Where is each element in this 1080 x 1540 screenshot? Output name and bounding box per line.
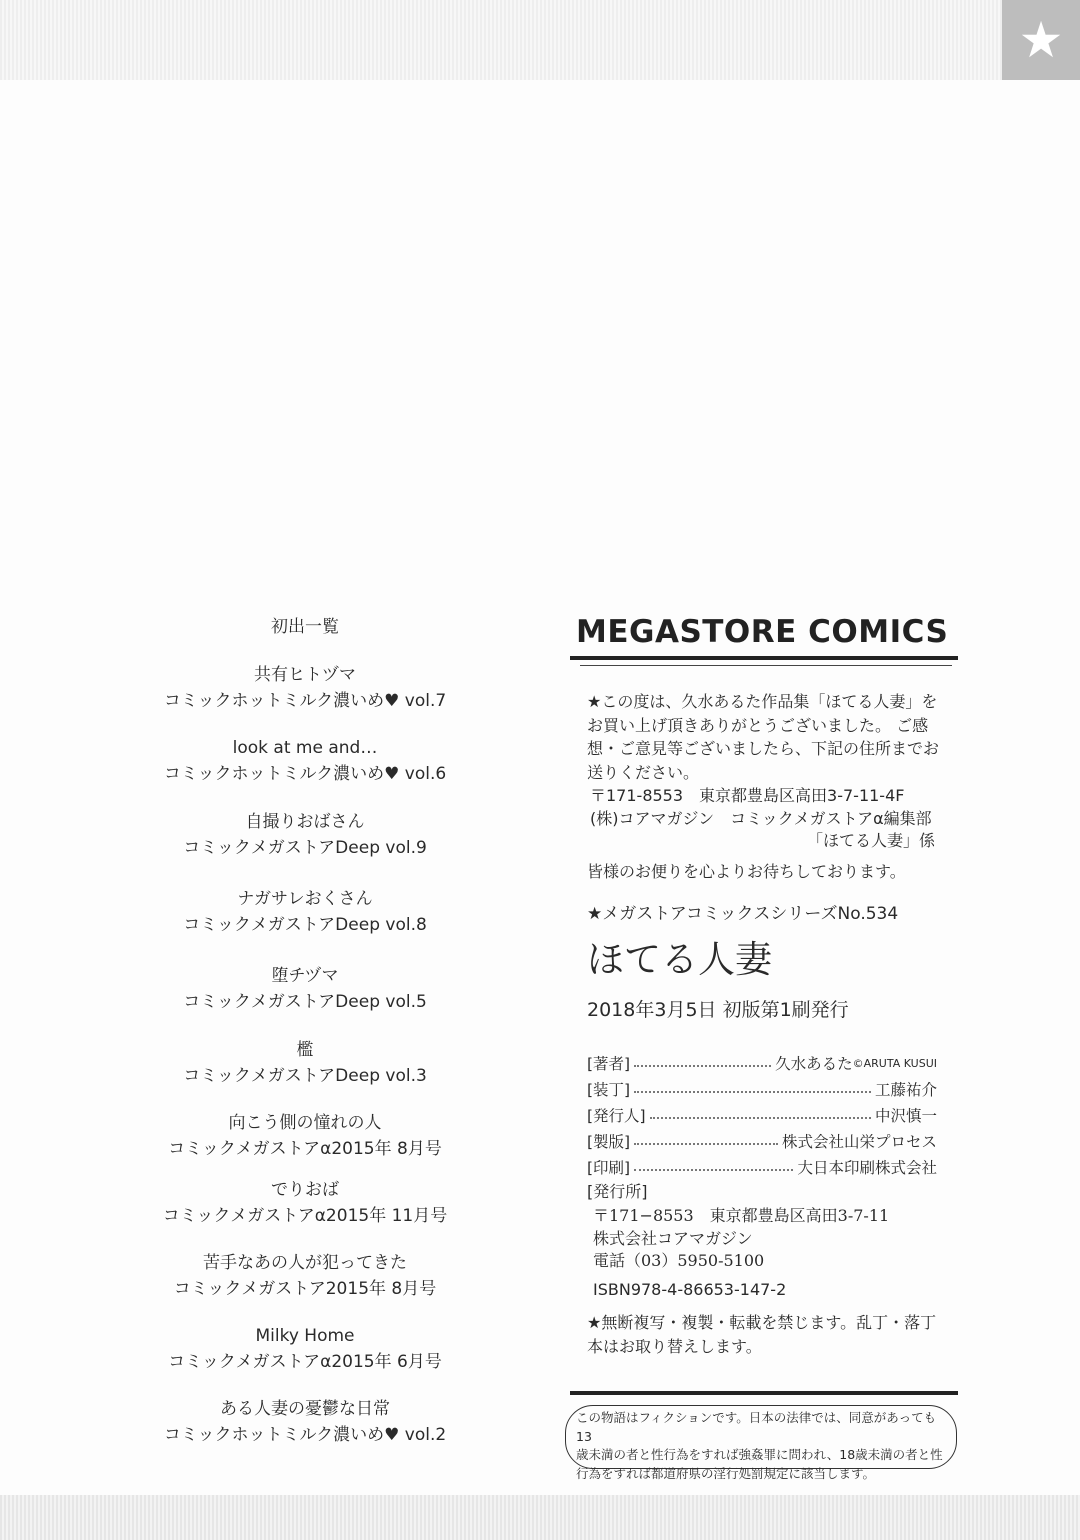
work-source: コミックメガストアα2015年 6月号 <box>168 1352 442 1372</box>
book-title: ほてる人妻 <box>587 938 772 981</box>
work-title: look at me and… <box>232 738 378 758</box>
text-line: ★無断複写・複製・転載を禁じます。乱丁・落丁 <box>587 1313 937 1332</box>
text-line: ★この度は、久水あるた作品集「ほてる人妻」を <box>587 692 938 711</box>
publisher-address <box>593 1205 953 1273</box>
list-item <box>150 662 460 714</box>
work-source: コミックホットミルク濃いめ♥ vol.6 <box>163 764 447 784</box>
work-source: コミックメガストア2015年 8月号 <box>173 1279 437 1299</box>
text-line: 送りください。 <box>587 762 700 782</box>
dot-leader <box>634 1091 871 1093</box>
work-title: 共有ヒトヅマ <box>254 665 356 685</box>
credit-row <box>587 1103 937 1127</box>
dot-leader <box>634 1169 793 1171</box>
text-line: この物語はフィクションです。日本の法律では、同意があっても13 <box>576 1410 937 1444</box>
list-item <box>150 1396 460 1448</box>
list-item <box>150 1323 460 1375</box>
publisher-label: [発行所] <box>587 1182 648 1201</box>
text-line: お買い上げ頂きありがとうございました。 ご感 <box>587 715 929 735</box>
text-line: (株)コアマガジン コミックメガストアα編集部 <box>590 808 932 828</box>
list-item <box>150 1110 460 1162</box>
work-title: ナガサレおくさん <box>237 889 373 909</box>
work-source: コミックメガストアα2015年 11月号 <box>162 1206 448 1226</box>
credit-name: 久水あるた <box>775 1055 853 1073</box>
text-line: 〒171-8553 東京都豊島区高田3-7-11-4F <box>590 786 905 805</box>
credit-role: [装丁] <box>587 1081 631 1099</box>
credit-row <box>587 1077 937 1101</box>
work-title: 向こう側の憧れの人 <box>228 1113 382 1133</box>
dot-leader <box>634 1143 778 1145</box>
work-title: でりおば <box>271 1180 339 1200</box>
publication-date: 2018年3月5日 初版第1刷発行 <box>587 999 849 1021</box>
text-line: 「ほてる人妻」係 <box>806 831 935 850</box>
text-line: 行為をすれば都道府県の淫行処罰規定に該当します。 <box>576 1465 876 1481</box>
work-title: 堕チヅマ <box>271 966 339 986</box>
list-item <box>150 1037 460 1089</box>
editorial-address <box>590 785 935 853</box>
series-number: ★メガストアコミックスシリーズNo.534 <box>587 904 899 924</box>
work-source: コミックホットミルク濃いめ♥ vol.2 <box>163 1425 447 1445</box>
work-source: コミックメガストアDeep vol.8 <box>183 915 427 935</box>
credit-role: [印刷] <box>587 1159 631 1177</box>
work-source: コミックメガストアDeep vol.5 <box>183 992 427 1012</box>
work-source: コミックメガストアDeep vol.9 <box>183 838 427 858</box>
work-source: コミックメガストアα2015年 8月号 <box>168 1139 442 1159</box>
work-title: ある人妻の憂鬱な日常 <box>220 1399 390 1419</box>
list-item <box>150 1177 460 1229</box>
top-scan-strip <box>0 0 1080 80</box>
credit-row <box>587 1155 937 1179</box>
credit-name: 工藤祐介 <box>874 1081 937 1099</box>
text-line: 株式会社コアマガジン <box>593 1228 753 1248</box>
list-item <box>150 886 460 938</box>
credit-role: [著者] <box>587 1055 631 1073</box>
work-source: コミックホットミルク濃いめ♥ vol.7 <box>163 691 447 711</box>
text-line: 〒171−8553 東京都豊島区高田3-7-11 <box>593 1206 890 1225</box>
text-line: 想・ご意見等ございましたら、下記の住所までお <box>587 739 940 758</box>
divider <box>570 656 958 660</box>
work-title: 苦手なあの人が犯ってきた <box>203 1253 407 1273</box>
list-item <box>150 735 460 787</box>
work-title: Milky Home <box>255 1326 355 1346</box>
list-heading: 初出一覧 <box>271 617 339 637</box>
divider <box>580 665 952 666</box>
dot-leader <box>634 1065 771 1067</box>
credit-name: 株式会社山栄プロセス <box>781 1133 937 1151</box>
work-source: コミックメガストアDeep vol.3 <box>183 1066 427 1086</box>
waiting-message: 皆様のお便りを心よりお待ちしております。 <box>587 862 906 881</box>
copyright-notice <box>587 1311 947 1358</box>
credit-copyright: ©ARUTA KUSUI <box>852 1056 937 1070</box>
bottom-scan-strip <box>0 1495 1080 1540</box>
credit-row <box>587 1051 937 1075</box>
text-line: 本はお取り替えします。 <box>587 1336 762 1356</box>
credit-name: 大日本印刷株式会社 <box>797 1159 937 1177</box>
credit-role: [製版] <box>587 1133 631 1151</box>
list-item <box>150 1250 460 1302</box>
dot-leader <box>650 1117 871 1119</box>
list-item <box>150 963 460 1015</box>
work-title: 檻 <box>296 1040 314 1060</box>
isbn: ISBN978-4-86653-147-2 <box>593 1280 787 1299</box>
star-icon: ★ <box>1002 0 1080 80</box>
credit-row <box>587 1129 937 1153</box>
text-line: 電話（03）5950-5100 <box>593 1251 765 1270</box>
list-item <box>150 809 460 861</box>
fiction-notice <box>565 1405 957 1481</box>
thanks-message <box>587 690 947 784</box>
text-line: 歳未満の者と性行為をすれば強姦罪に問われ、18歳未満の者と性 <box>576 1447 943 1462</box>
divider <box>570 1391 958 1395</box>
credit-role: [発行人] <box>587 1107 646 1125</box>
work-title: 自撮りおばさん <box>245 812 365 832</box>
publisher-logo: MEGASTORE COMICS <box>576 614 949 650</box>
credit-name: 中沢慎一 <box>874 1107 937 1125</box>
